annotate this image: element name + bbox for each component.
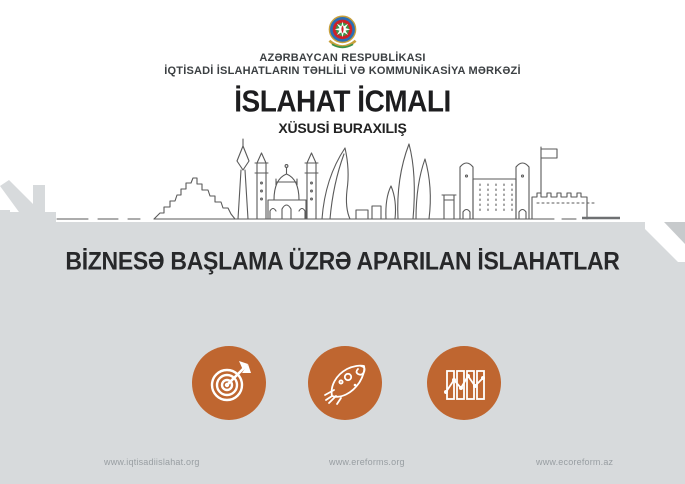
org-name-line2: İQTİSADİ İSLAHATLARIN TƏHLİLİ VƏ KOMMUNİKASİYA MƏRKƏZİ [164, 65, 521, 77]
azerbaijan-emblem-icon [325, 11, 360, 53]
footer-link-ecoreform[interactable]: www.ecoreform.az [536, 457, 614, 467]
footer-link-iqtisadiislahat[interactable]: www.iqtisadiislahat.org [104, 457, 200, 467]
rocket-icon [321, 359, 369, 407]
publication-title: İSLAHAT İCMALI [234, 84, 451, 119]
target-icon [205, 359, 253, 407]
target-badge [192, 346, 266, 420]
org-name-line1: AZƏRBAYCAN RESPUBLİKASI [259, 52, 426, 64]
rocket-badge [308, 346, 382, 420]
publication-subtitle: XÜSUSİ BURAXILIŞ [278, 120, 407, 136]
corner-letter-left [0, 180, 56, 223]
icon-row [0, 346, 685, 420]
chart-badge [427, 346, 501, 420]
baku-skyline-illustration [54, 138, 632, 223]
section-heading: BİZNESƏ BAŞLAMA ÜZRƏ APARILAN İSLAHATLAR [65, 246, 620, 276]
bar-chart-icon [440, 359, 488, 407]
footer-link-ereforms[interactable]: www.ereforms.org [329, 457, 405, 467]
